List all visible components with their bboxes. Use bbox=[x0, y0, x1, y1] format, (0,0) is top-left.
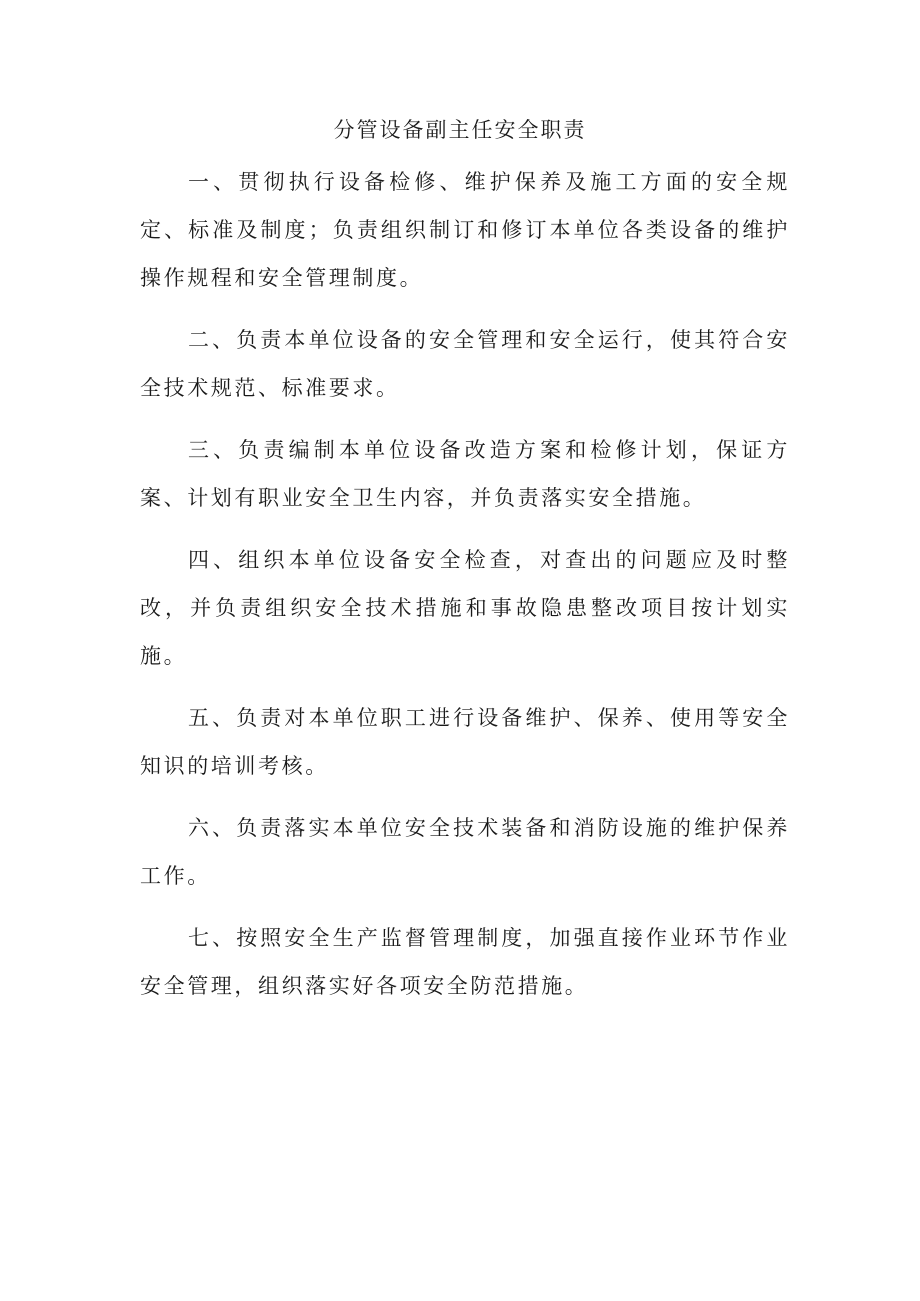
clause-7: 七、按照安全生产监督管理制度，加强直接作业环节作业安全管理，组织落实好各项安全防范措施。 bbox=[140, 926, 790, 998]
clause-6: 六、负责落实本单位安全技术装备和消防设施的维护保养工作。 bbox=[140, 816, 790, 888]
clause-4: 四、组织本单位设备安全检查，对查出的问题应及时整改，并负责组织安全技术措施和事故隐患整改项目按计划实施。 bbox=[140, 548, 790, 668]
clause-2: 二、负责本单位设备的安全管理和安全运行，使其符合安全技术规范、标准要求。 bbox=[140, 328, 790, 400]
clause-5: 五、负责对本单位职工进行设备维护、保养、使用等安全知识的培训考核。 bbox=[140, 706, 790, 778]
document-title: 分管设备副主任安全职责 bbox=[333, 118, 587, 142]
document-body bbox=[140, 158, 790, 1024]
clause-3: 三、负责编制本单位设备改造方案和检修计划，保证方案、计划有职业安全卫生内容，并负责落实安全措施。 bbox=[140, 438, 790, 510]
clause-1: 一、贯彻执行设备检修、维护保养及施工方面的安全规定、标准及制度；负责组织制订和修订本单位各类设备的维护操作规程和安全管理制度。 bbox=[140, 170, 790, 290]
